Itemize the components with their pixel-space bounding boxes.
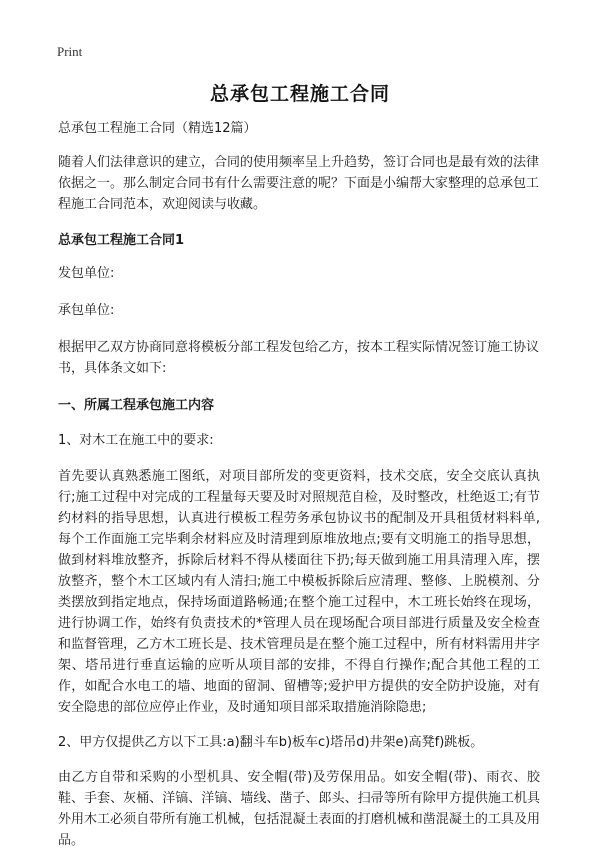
document-content <box>58 118 540 865</box>
item-2-heading: 2、甲方仅提供乙方以下工具:a)翻斗车b)板车c)塔吊d)井架e)高凳f)跳板。 <box>58 735 484 750</box>
document-title: 总承包工程施工合同 <box>209 83 390 105</box>
item-1-body: 首先要认真熟悉施工图纸，对项目部所发的变更资料，技术交底，安全交底认真执行;施工过程中对完成的工程量每天要及时对照规范自检，及时整改，杜绝返工;有节约材料的指导思想，认真进行模板工程劳务承包协议书的配制及开具租赁材料料单,每个工作面施工完毕剩余材料应及时清理到原堆放地点;要有文明施工的指导思想，做到材料堆放整齐，拆除后材料不得从楼面往下扔;每天做到施工用具清理入库，摆放整齐，整个木工区域内有人清扫;施工中模板拆除后应清理、整修、上脱模剂、分类摆放到指定地点，保持场面道路畅通;在整个施工过程中，木工班长始终在现场，进行协调工作，始终有负责技术的*管理人员在现场配合项目部进行质量及安全检查和监督管理，乙方木工班长是、技术管理员是在整个施工过程中，所有材料需用井字架、塔吊进行垂直运输的应听从项目部的安排，不得自行操作;配合其他工程的工作，如配合水电工的墙、地面的留洞、留槽等;爱护甲方提供的安全防护设施，对有安全隐患的部位应停止作业，及时通知项目部采取措施消除隐患; <box>58 469 540 715</box>
party-a-field: 发包单位: <box>58 266 115 281</box>
intro-paragraph: 随着人们法律意识的建立，合同的使用频率呈上升趋势，签订合同也是最有效的法律依据之一。那么制定合同书有什么需要注意的呢？下面是小编帮大家整理的总承包工程施工合同范本，欢迎阅读与收藏。 <box>58 155 540 212</box>
item-1-heading: 1、对木工在施工中的要求: <box>58 433 214 448</box>
item-2-body: 由乙方自带和采购的小型机具、安全帽(带)及劳保用品。如安全帽(带)、雨衣、胶鞋、手套、灰桶、洋镐、洋镐、墙线、凿子、郎头、扫帚等所有除甲方提供施工机具外用木工必须自带所有施工机械，包括混凝土表面的打磨机械和凿混凝土的工具及用品。 <box>58 770 540 848</box>
section-heading: 一、所属工程承包施工内容 <box>58 398 215 413</box>
agreement-paragraph: 根据甲乙双方协商同意将模板分部工程发包给乙方，按本工程实际情况签订施工协议书，具体条文如下: <box>58 340 540 376</box>
print-label[interactable]: Print <box>57 44 83 59</box>
party-b-field: 承包单位: <box>58 303 115 318</box>
contract-heading: 总承包工程施工合同1 <box>58 233 185 248</box>
document-subtitle: 总承包工程施工合同（精选12篇） <box>58 121 257 136</box>
